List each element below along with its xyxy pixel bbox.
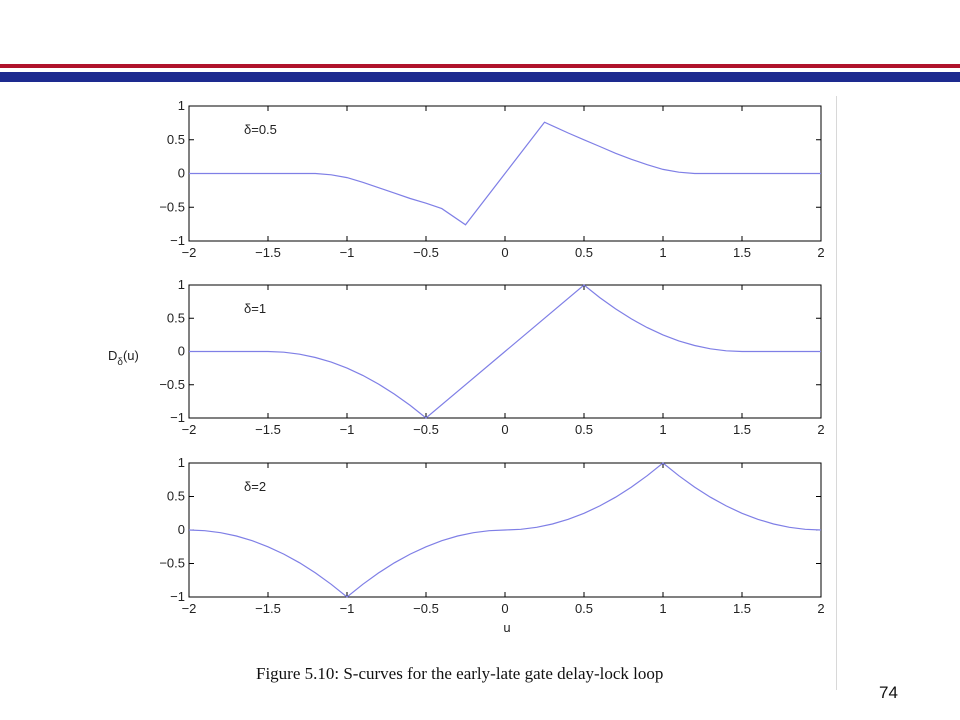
panel-1-y-tick-label: 0	[177, 165, 185, 181]
panel-1-delta-annotation: δ=0.5	[244, 122, 277, 137]
panel-1-x-tick-label: 1.5	[732, 245, 752, 260]
panel-1-x-tick-label: 0.5	[574, 245, 594, 260]
page-number: 74	[879, 683, 898, 702]
panel-1-y-tick-label: 0.5	[166, 131, 185, 147]
panel-3-y-tick-label: −0.5	[159, 555, 185, 571]
panel-3-x-tick-label: 2	[817, 601, 825, 616]
panel-3-y-tick-label: 1	[177, 455, 185, 470]
panel-2-x-tick-label: 0	[501, 422, 509, 437]
panel-2-y-tick-label: −1	[170, 410, 185, 425]
panel-3-x-tick-label: −2	[181, 601, 197, 616]
panel-3-delta-annotation: δ=2	[244, 479, 267, 494]
panel-1-x-tick-label: 0	[501, 245, 509, 260]
panel-1-x-tick-label: −0.5	[413, 245, 439, 260]
panel-1-y-tick-label: −0.5	[159, 199, 185, 215]
panel-1-y-tick-label: −1	[170, 233, 185, 248]
panel-2-x-tick-label: 1.5	[732, 422, 752, 437]
y-axis-label: $D_\delta(u)$	[108, 348, 139, 368]
panel-1-x-tick-label: −2	[181, 245, 197, 260]
panel-2-y-tick-label: 0.5	[166, 310, 185, 326]
panel-1-y-tick-label: 1	[177, 98, 185, 113]
panel-3-y-tick-label: 0.5	[166, 488, 185, 504]
panel-3-x-tick-label: 0	[501, 601, 509, 616]
panel-3-x-tick-label: −1.5	[255, 601, 281, 616]
panel-2-y-tick-label: −0.5	[159, 376, 185, 392]
panel-1-x-tick-label: −1.5	[255, 245, 281, 260]
x-axis-label: u	[503, 620, 511, 635]
panel-2-x-tick-label: −0.5	[413, 422, 439, 437]
panel-2-x-tick-label: −1.5	[255, 422, 281, 437]
panel-3-x-tick-label: 1	[659, 601, 667, 616]
panel-2-delta-annotation: δ=1	[244, 301, 267, 316]
panel-3-y-tick-label: 0	[177, 522, 185, 537]
panel-3-x-tick-label: −1	[339, 601, 355, 616]
panel-2-x-tick-label: −1	[339, 422, 355, 437]
panel-2-y-tick-label: 0	[177, 343, 185, 359]
panel-1-x-tick-label: 2	[817, 245, 825, 260]
panel-2-x-tick-label: 2	[817, 422, 825, 437]
panel-1-x-tick-label: 1	[659, 245, 667, 260]
panel-3-x-tick-label: 0.5	[574, 601, 594, 616]
panel-3-x-tick-label: −0.5	[413, 601, 439, 616]
panel-2-x-tick-label: 1	[659, 422, 667, 437]
panel-3-y-tick-label: −1	[170, 589, 185, 604]
panel-1-x-tick-label: −1	[339, 245, 355, 260]
panel-2-x-tick-label: −2	[181, 422, 197, 437]
panel-3-x-tick-label: 1.5	[732, 601, 752, 616]
panel-2-x-tick-label: 0.5	[574, 422, 594, 437]
panel-2-y-tick-label: 1	[177, 277, 185, 292]
figure-caption: Figure 5.10: S-curves for the early-late gate delay-lock loop	[256, 664, 664, 683]
